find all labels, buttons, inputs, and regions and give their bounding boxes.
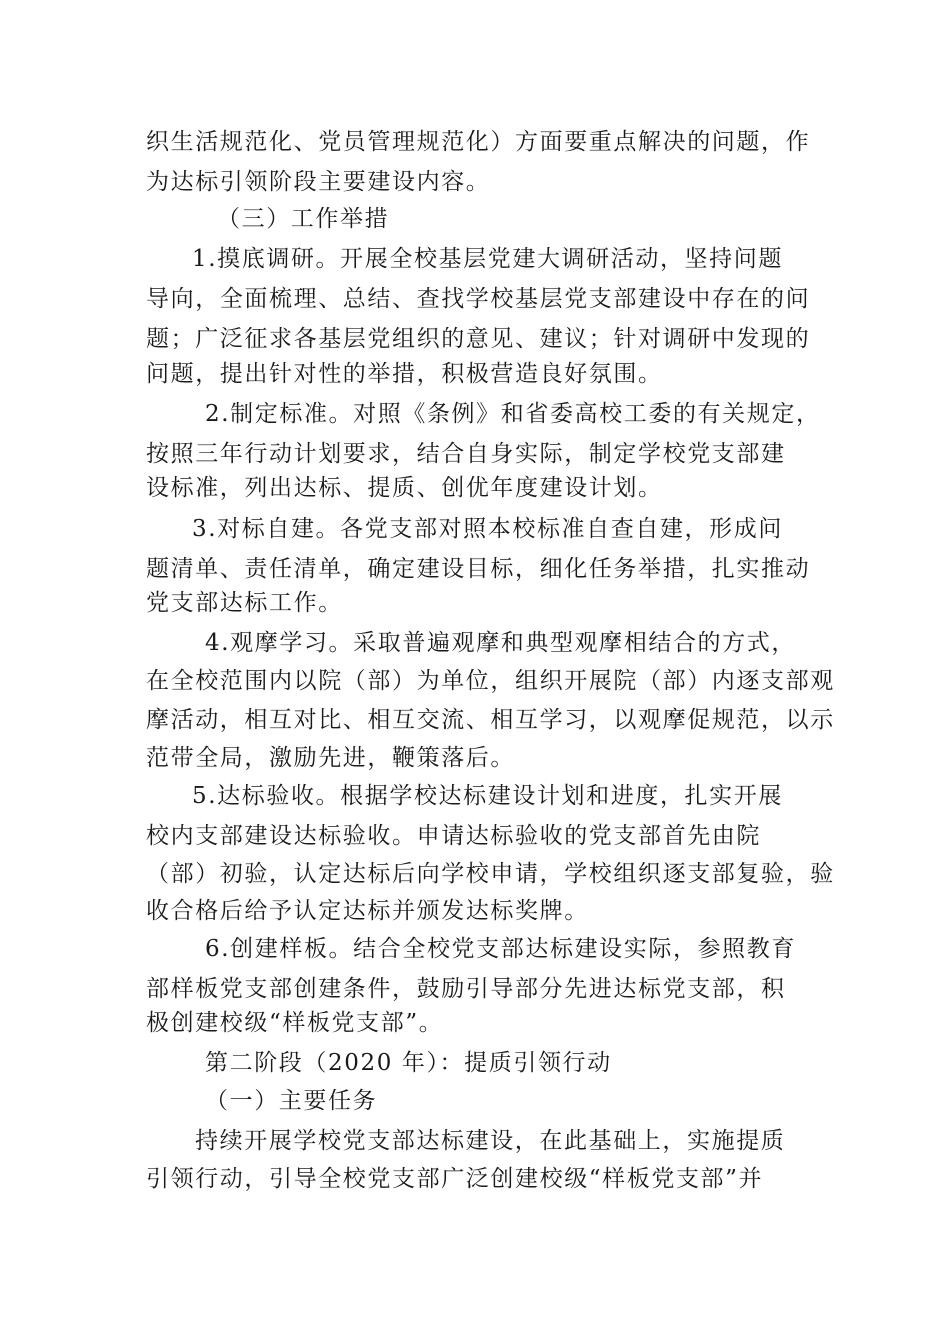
text-line: 在全校范围内以院（部）为单位，组织开展院（部）内逐支部观 <box>146 668 835 694</box>
text-line: 问题，提出针对性的举措，积极营造良好氛围。 <box>146 361 663 387</box>
text-line: 校内支部建设达标验收。申请达标验收的党支部首先由院 <box>146 823 761 849</box>
text-line: 3.对标自建。各党支部对照本校标准自查自建，形成问 <box>192 516 783 542</box>
text-line: 部样板党支部创建条件，鼓励引导部分先进达标党支部，积 <box>146 976 786 1002</box>
text-line: 范带全局，激励先进，鞭策落后。 <box>146 745 515 771</box>
text-line: 1.摸底调研。开展全校基层党建大调研活动，坚持问题 <box>192 246 783 272</box>
text-line: 5.达标验收。根据学校达标建设计划和进度，扎实开展 <box>192 783 783 809</box>
text-line: 织生活规范化、党员管理规范化）方面要重点解决的问题，作 <box>146 129 811 155</box>
text-line: 持续开展学校党支部达标建设，在此基础上，实施提质 <box>195 1128 786 1154</box>
text-line: 题；广泛征求各基层党组织的意见、建议；针对调研中发现的 <box>146 326 811 352</box>
text-line: 党支部达标工作。 <box>146 590 343 616</box>
text-line: 摩活动，相互对比、相互交流、相互学习，以观摩促规范，以示 <box>146 707 835 733</box>
text-line: 题清单、责任清单，确定建设目标，细化任务举措，扎实推动 <box>146 556 811 582</box>
text-line: 引领行动，引导全校党支部广泛创建校级“样板党支部”并 <box>146 1166 764 1192</box>
text-line: 4.观摩学习。采取普遍观摩和典型观摩相结合的方式， <box>205 630 796 656</box>
text-line: 2.制定标准。对照《条例》和省委高校工委的有关规定， <box>205 401 821 427</box>
section-heading: （三）工作举措 <box>217 206 390 232</box>
text-line: 6.创建样板。结合全校党支部达标建设实际，参照教育 <box>205 936 796 962</box>
text-line: 极创建校级“样板党支部”。 <box>146 1010 444 1036</box>
section-heading: （一）主要任务 <box>205 1088 378 1114</box>
text-line: （部）初验，认定达标后向学校申请，学校组织逐支部复验，验 <box>146 861 835 887</box>
text-line: 设标准，列出达标、提质、创优年度建设计划。 <box>146 475 663 501</box>
text-line: 按照三年行动计划要求，结合自身实际，制定学校党支部建 <box>146 441 786 467</box>
text-line: 收合格后给予认定达标并颁发达标奖牌。 <box>146 898 589 924</box>
text-line: 为达标引领阶段主要建设内容。 <box>146 169 491 195</box>
stage-heading: 第二阶段（2020 年）：提质引领行动 <box>205 1050 612 1076</box>
text-line: 导向，全面梳理、总结、查找学校基层党支部建设中存在的问 <box>146 286 811 312</box>
